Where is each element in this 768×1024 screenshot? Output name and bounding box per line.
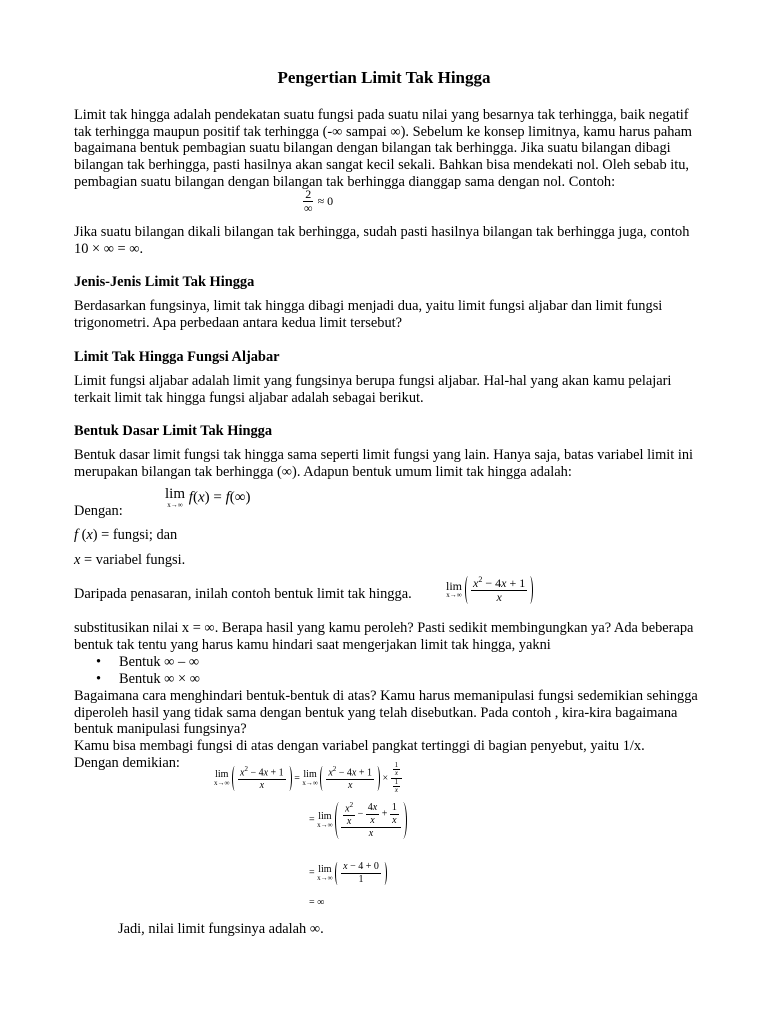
multiplication-paragraph: Jika suatu bilangan dikali bilangan tak berhingga, sudah pasti hasilnya bilangan tak berhingga juga, contoh 10 × ∞ = ∞.: [74, 224, 690, 257]
jenis-paragraph: Berdasarkan fungsinya, limit tak hingga dibagi menjadi dua, yaitu limit fungsi aljabar dan limit fungsi trigonometri. Apa perbedaan antara kedua limit tersebut?: [74, 298, 663, 331]
example-intro: Daripada penasaran, inilah contoh bentuk limit tak hingga.: [74, 586, 412, 602]
bentuk-dasar-paragraph: Bentuk dasar limit fungsi tak hingga sama seperti limit fungsi yang lain. Hanya saja, batas variabel limit ini merupakan bilangan tak berhingga (∞). Adapun bentuk umum limit tak hingga adalah:: [74, 447, 694, 480]
derivation-step-2: = lim x→∞ $\frac{x^2}{x}$ − $\frac{4x}{x}$ + $\frac{1}{x}$ x: [309, 802, 407, 839]
list-item: • Bentuk ∞ × ∞: [74, 671, 200, 688]
dengan-label: Dengan:: [74, 503, 123, 519]
example-division-formula: $\frac{2}{\infty}$ ≈ 0: [304, 187, 334, 215]
substitusi-paragraph: substitusikan nilai x = ∞. Berapa hasil yang kamu peroleh? Pasti sedikit membingungkan ya? Ada beberapa bentuk tak tentu yang harus kamu hindari saat mengerjakan limit tak hingga, yakni: [74, 620, 694, 653]
manipulasi-paragraph: Bagaimana cara menghindari bentuk-bentuk di atas? Kamu harus memanipulasi fungsi sedemikian sehingga diperoleh hasil yang tidak sama dengan bentuk yang telah disebutkan. Pada contoh , kira-kira bagaimana bentuk manipulasi fungsinya?: [74, 688, 698, 738]
derivation-step-3: = lim x→∞ $\frac{x - 4 + 0}{1}$: [309, 862, 387, 885]
definition-f: f (x) = fungsi; dan: [74, 527, 178, 543]
list-item: • Bentuk ∞ – ∞: [74, 654, 200, 671]
heading-jenis: Jenis-Jenis Limit Tak Hingga: [74, 274, 255, 290]
aljabar-paragraph: Limit fungsi aljabar adalah limit yang fungsinya berupa fungsi aljabar. Hal-hal yang akan kamu pelajari terkait limit tak hingga fungsi aljabar adalah sebagai berikut.: [74, 373, 672, 406]
derivation-step-1: lim x→∞ $\frac{x^2 - 4x + 1}{x}$ = lim x→∞ $\frac{x^2 - 4x + 1}{x}$ × $\frac{\frac{1}{x}}{\frac{1}{x}}$: [214, 762, 402, 795]
pembagian-paragraph: Kamu bisa membagi fungsi di atas dengan variabel pangkat tertinggi di bagian penyebut, yaitu 1/x.: [74, 738, 645, 754]
example-limit-formula: lim x→∞ $\frac{x^2 - 4x + 1}{x}$: [446, 576, 533, 604]
indeterminate-forms-list: [74, 654, 200, 687]
definition-x: x = variabel fungsi.: [74, 552, 186, 568]
conclusion: Jadi, nilai limit fungsinya adalah ∞.: [118, 921, 324, 937]
derivation-result: = ∞: [309, 897, 325, 908]
heading-bentuk-dasar: Bentuk Dasar Limit Tak Hingga: [74, 423, 273, 439]
heading-aljabar: Limit Tak Hingga Fungsi Aljabar: [74, 349, 280, 365]
intro-paragraph: Limit tak hingga adalah pendekatan suatu fungsi pada suatu nilai yang besarnya tak terhingga, baik negatif tak terhingga maupun positif tak terhingga (-∞ sampai ∞). Sebelum ke konsep limitnya, kamu harus paham bagaimana bentuk pembagian suatu bilangan dengan bilangan tak berhingga. Jika suatu bilangan dibagi bilangan tak berhingga, pasti hasilnya akan sangat kecil sekali. Bahkan bisa mendekati nol. Oleh sebab itu, pembagian suatu bilangan dengan bilangan tak berhingga dianggap sama dengan nol. Contoh:: [74, 107, 692, 190]
general-limit-formula: lim x→∞ f(x) = f(∞): [165, 486, 251, 509]
page-title: Pengertian Limit Tak Hingga: [277, 68, 491, 87]
dengan-demikian: Dengan demikian:: [74, 755, 180, 771]
